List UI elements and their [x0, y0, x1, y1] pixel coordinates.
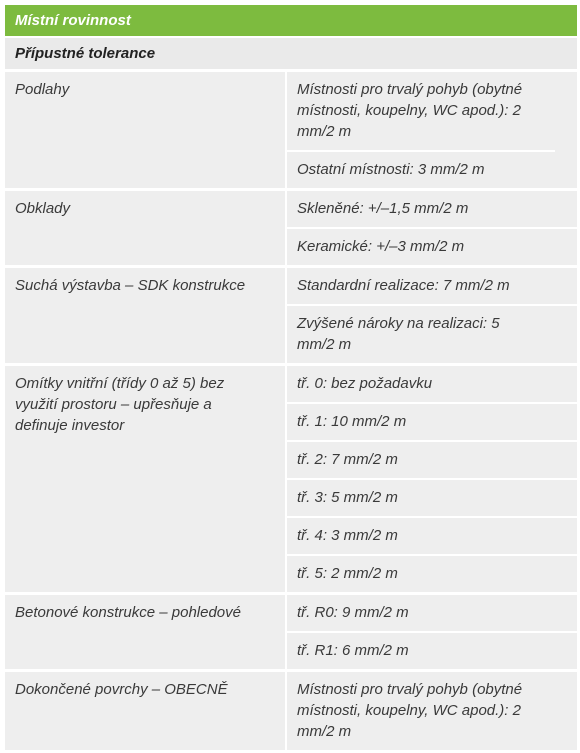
row-label: Obklady: [5, 191, 287, 265]
value-cell: Místnosti pro trvalý pohyb (obytné místnosti, koupelny, WC apod.): 2 mm/2 m: [287, 72, 555, 152]
value-cell: Skleněné: +/–1,5 mm/2 m: [287, 191, 577, 229]
value-cell: tř. R1: 6 mm/2 m: [297, 642, 409, 659]
row-values: [287, 268, 577, 363]
value-cell: tř. 1: 10 mm/2 m: [287, 404, 577, 442]
row-label: Betonové konstrukce – pohledové: [5, 595, 287, 669]
value-cell: tř. R0: 9 mm/2 m: [287, 595, 577, 633]
value-cell: tř. 2: 7 mm/2 m: [287, 442, 577, 480]
row-values: [287, 672, 577, 750]
table-row-group: [5, 366, 577, 595]
row-label: Suchá výstavba – SDK konstrukce: [5, 268, 287, 363]
row-values: [287, 595, 577, 669]
table-row-group: [5, 672, 577, 753]
row-label: Omítky vnitřní (třídy 0 až 5) bez využití prostoru – upřesňuje a definuje investor: [5, 366, 287, 592]
table-row-group: [5, 72, 577, 191]
value-cell: Zvýšené nároky na realizaci: 5 mm/2 m: [297, 315, 500, 353]
row-values: [287, 72, 577, 188]
value-cell: Standardní realizace: 7 mm/2 m: [287, 268, 577, 306]
table-subtitle: Přípustné tolerance: [5, 38, 577, 72]
value-cell: tř. 4: 3 mm/2 m: [287, 518, 577, 556]
tolerance-table: [5, 5, 577, 753]
table-row-group: [5, 595, 577, 672]
table-title: Místní rovinnost: [5, 5, 577, 38]
value-cell: Keramické: +/–3 mm/2 m: [297, 238, 465, 255]
row-values: [287, 366, 577, 592]
value-cell: tř. 5: 2 mm/2 m: [297, 565, 398, 582]
row-label: Podlahy: [5, 72, 287, 188]
table-row-group: [5, 268, 577, 366]
row-label: Dokončené povrchy – OBECNĚ: [5, 672, 287, 750]
row-values: [287, 191, 577, 265]
value-cell: Ostatní místnosti: 3 mm/2 m: [297, 161, 485, 178]
value-cell: Místnosti pro trvalý pohyb (obytné místnosti, koupelny, WC apod.): 2 mm/2 m: [297, 681, 523, 740]
value-cell: tř. 0: bez požadavku: [287, 366, 577, 404]
value-cell: tř. 3: 5 mm/2 m: [287, 480, 577, 518]
table-row-group: [5, 191, 577, 268]
